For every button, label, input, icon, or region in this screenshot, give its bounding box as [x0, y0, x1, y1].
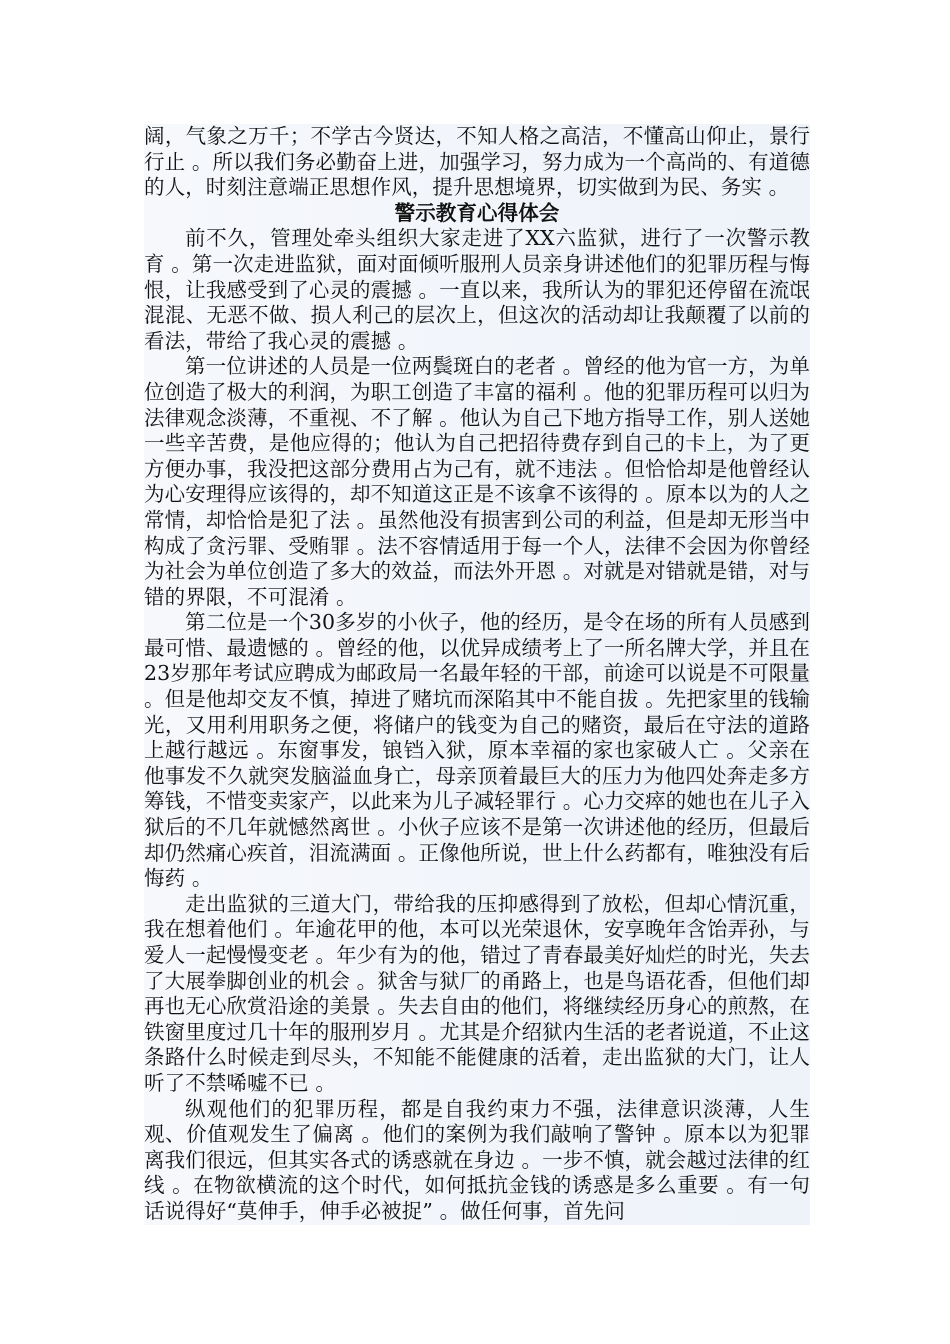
- paragraph-5: 纵观他们的犯罪历程，都是自我约束力不强，法律意识淡薄，人生观、价值观发生了偏离 。他们的案例为我们敲响了警钟 。原本以为犯罪离我们很远，但其实各式的诱惑就在身边 。一步不慎，就会越过法律的红线 。在物欲横流的这个时代，如何抵抗金钱的诱惑是多么重要 。有一句话说得好“莫伸手，伸手必被捉” 。做任何事，首先问: [144, 1096, 810, 1223]
- section-title: 警示教育心得体会: [144, 201, 810, 227]
- text-column: [144, 124, 810, 1225]
- paragraph-2: 第一位讲述的人员是一位两鬓斑白的老者 。曾经的他为官一方，为单位创造了极大的利润，为职工创造了丰富的福利 。他的犯罪历程可以归为法律观念淡薄，不重视、不了解 。他认为自己下地方指导工作，别人送她一些辛苦费，是他应得的；他认为自己把招待费存到自己的卡上，为了更方便办事，我没把这部分费用占为己有，就不违法 。但恰恰却是他曾经认为心安理得应该得的，却不知道这正是不该拿不该得的 。原本以为的人之常情，却恰恰是犯了法 。虽然他没有损害到公司的利益，但是却无形当中构成了贪污罪、受贿罪 。法不容情适用于每一个人，法律不会因为你曾经为社会为单位创造了多大的效益，而法外开恩 。对就是对错就是错，对与错的界限，不可混淆 。: [144, 354, 810, 609]
- paragraph-1: 前不久，管理处牵头组织大家走进了XX六监狱，进行了一次警示教育 。第一次走进监狱，面对面倾听服刑人员亲身讲述他们的犯罪历程与悔恨，让我感受到了心灵的震撼 。一直以来，我所认为的罪犯还停留在流氓混混、无恶不做、损人利己的层次上，但这次的活动却让我颠覆了以前的看法，带给了我心灵的震撼 。: [144, 226, 810, 353]
- intro-paragraph: 阔，气象之万千；不学古今贤达，不知人格之高洁，不懂高山仰止，景行行止 。所以我们务必勤奋上进，加强学习，努力成为一个高尚的、有道德的人，时刻注意端正思想作风，提升思想境界，切实做到为民、务实 。: [144, 124, 810, 200]
- paragraph-4: 走出监狱的三道大门，带给我的压抑感得到了放松，但却心情沉重，我在想着他们 。年逾花甲的他，本可以光荣退休，安享晚年含饴弄孙，与爱人一起慢慢变老 。年少有为的他，错过了青春最美好灿烂的时光，失去了大展拳脚创业的机会 。狱舍与狱厂的甬路上，也是鸟语花香，但他们却再也无心欣赏沿途的美景 。失去自由的他们，将继续经历身心的煎熬，在铁窗里度过几十年的服刑岁月 。尤其是介绍狱内生活的老者说道，不止这条路什么时候走到尽头，不知能不能健康的活着，走出监狱的大门，让人听了不禁唏嘘不已 。: [144, 891, 810, 1095]
- paragraph-3: 第二位是一个30多岁的小伙子，他的经历，是令在场的所有人员感到最可惜、最遗憾的 。曾经的他，以优异成绩考上了一所名牌大学，并且在23岁那年考试应聘成为邮政局一名最年轻的干部，前途可以说是不可限量 。但是他却交友不慎，掉进了赌坑而深陷其中不能自拔 。先把家里的钱输光，又用利用职务之便，将储户的钱变为自己的赌资，最后在守法的道路上越行越远 。东窗事发，锒铛入狱，原本幸福的家也家破人亡 。父亲在他事发不久就突发脑溢血身亡，母亲顶着最巨大的压力为他四处奔走多方筹钱，不惜变卖家产，以此来为儿子减轻罪行 。心力交瘁的她也在儿子入狱后的不几年就憾然离世 。小伙子应该不是第一次讲述他的经历，但最后却仍然痛心疾首，泪流满面 。正像他所说，世上什么药都有，唯独没有后悔药 。: [144, 610, 810, 891]
